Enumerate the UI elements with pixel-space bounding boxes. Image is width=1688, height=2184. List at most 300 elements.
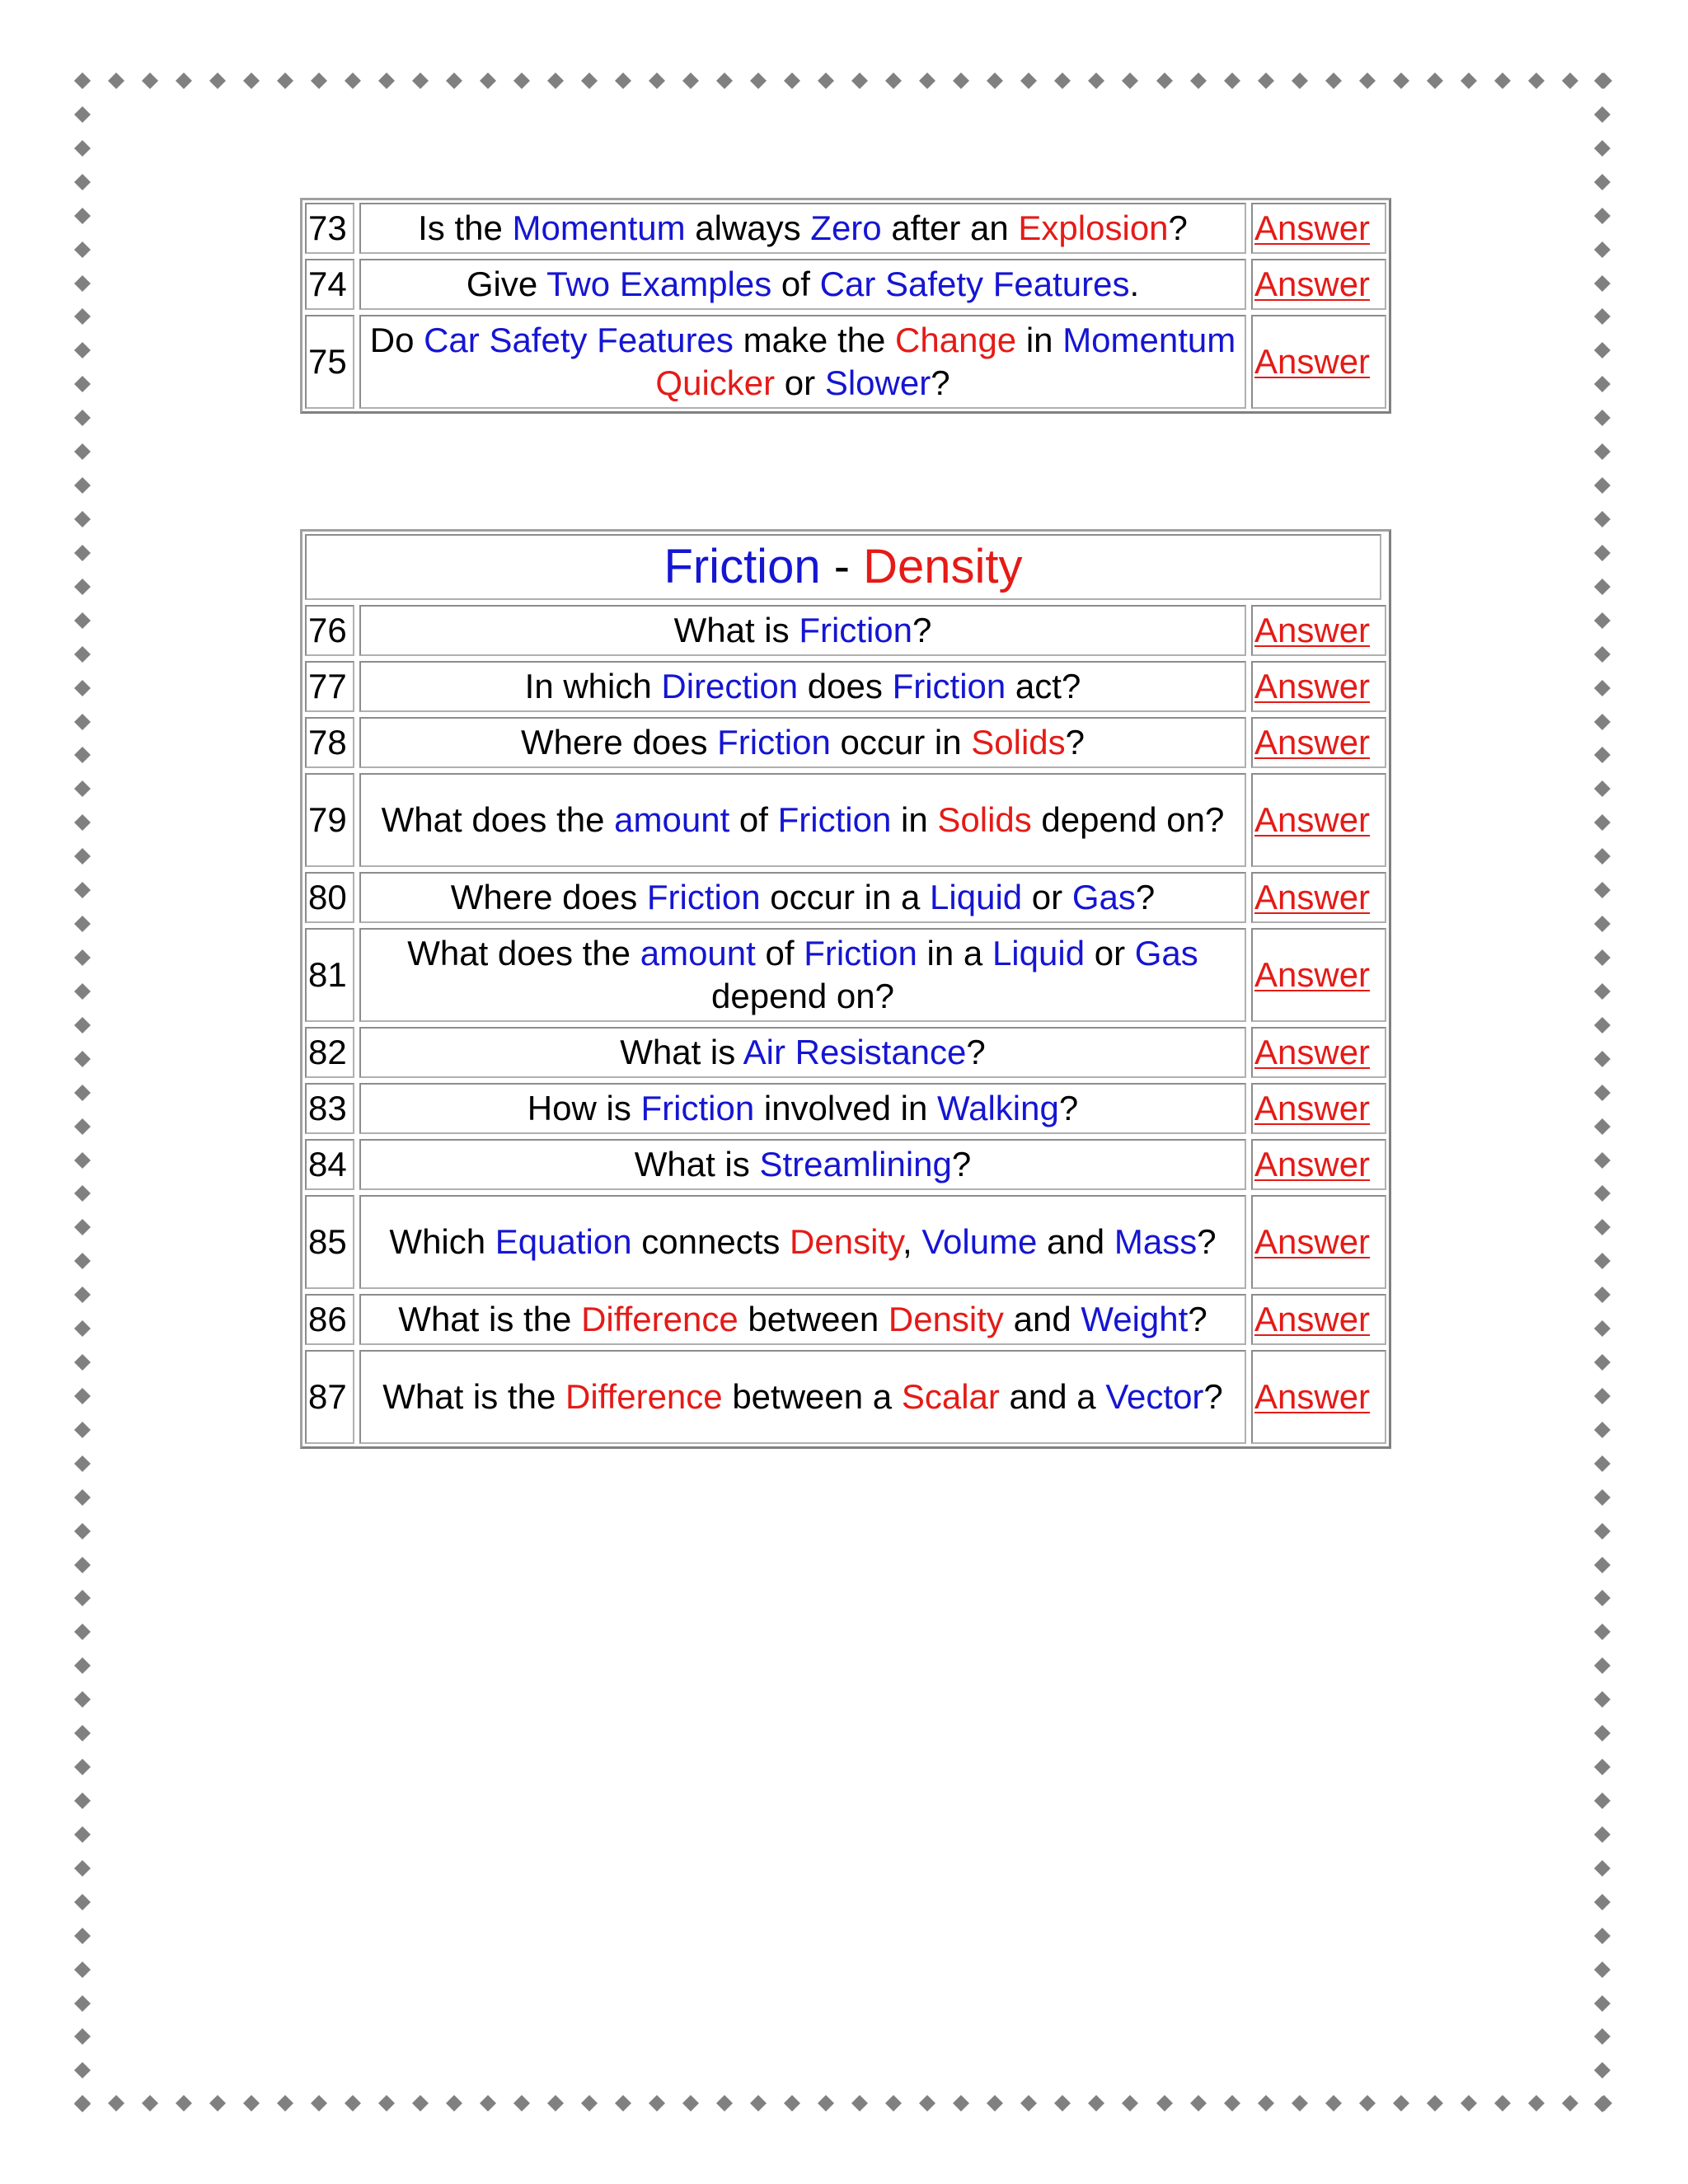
diamond-icon [1594, 2028, 1611, 2045]
question-number: 78 [305, 717, 354, 768]
diamond-icon [953, 2095, 969, 2111]
key-term-blue: Gas [1134, 934, 1198, 972]
answer-cell [1251, 1350, 1386, 1444]
question-fragment: ? [1197, 1222, 1217, 1261]
diamond-icon [1594, 1388, 1611, 1404]
diamond-icon [74, 241, 91, 258]
question-text [359, 605, 1246, 656]
question-fragment: What is [634, 1145, 760, 1183]
diamond-icon [716, 2095, 733, 2111]
diamond-icon [74, 1152, 91, 1169]
diamond-icon [74, 1017, 91, 1033]
diamond-icon [1594, 1219, 1611, 1235]
question-fragment: Where does [521, 723, 718, 762]
key-term-blue: Slower [824, 363, 931, 402]
diamond-icon [446, 73, 462, 89]
answer-link[interactable]: Answer [1254, 723, 1371, 762]
diamond-icon [412, 2095, 429, 2111]
question-text [359, 1083, 1246, 1134]
diamond-icon [987, 73, 1003, 89]
question-text [359, 928, 1246, 1022]
question-fragment: or [1085, 934, 1135, 972]
key-term-blue: Liquid [930, 878, 1023, 916]
question-fragment: ? [1058, 1089, 1079, 1127]
diamond-icon [1594, 1590, 1611, 1606]
question-text [359, 1139, 1246, 1190]
question-fragment: How is [527, 1089, 641, 1127]
answer-cell [1251, 928, 1386, 1022]
table-row [305, 661, 1386, 712]
diamond-icon [1528, 2095, 1545, 2111]
question-text-content [398, 1298, 1207, 1341]
diamond-icon [1393, 2095, 1409, 2111]
heading-separator: - [820, 540, 864, 593]
heading-part-friction: Friction [663, 540, 821, 593]
diamond-icon [953, 73, 969, 89]
diamond-icon [1122, 73, 1138, 89]
table-row [305, 605, 1386, 656]
question-text [359, 1294, 1246, 1345]
table-row [305, 203, 1386, 254]
border-bottom [74, 2095, 1612, 2113]
answer-link[interactable]: Answer [1254, 1222, 1371, 1261]
diamond-icon [1359, 73, 1376, 89]
question-text-content [451, 876, 1155, 919]
diamond-icon [1594, 1624, 1611, 1640]
diamond-icon [1224, 2095, 1240, 2111]
diamond-icon [1594, 646, 1611, 663]
diamond-icon [480, 73, 496, 89]
question-text-content [418, 207, 1188, 250]
answer-cell [1251, 1195, 1386, 1289]
question-text-content [382, 1376, 1223, 1418]
diamond-icon [74, 882, 91, 898]
diamond-icon [1562, 73, 1578, 89]
diamond-icon [1594, 511, 1611, 527]
answer-link[interactable]: Answer [1254, 265, 1371, 303]
question-text-content [368, 319, 1238, 405]
diamond-icon [1594, 916, 1611, 932]
diamond-icon [74, 443, 91, 460]
question-fragment: of [755, 934, 804, 972]
key-term-blue: Two Examples [546, 265, 772, 303]
key-term-blue: Vector [1105, 1377, 1204, 1416]
question-text [359, 1027, 1246, 1078]
answer-cell [1251, 605, 1386, 656]
diamond-icon [74, 1219, 91, 1235]
diamond-icon [74, 1759, 91, 1775]
diamond-icon [1562, 2095, 1578, 2111]
table-heading-row [305, 534, 1386, 600]
question-number: 83 [305, 1083, 354, 1134]
diamond-icon [74, 275, 91, 292]
diamond-icon [1594, 983, 1611, 1000]
diamond-icon [1461, 73, 1477, 89]
diamond-icon [1292, 73, 1308, 89]
answer-link[interactable]: Answer [1254, 800, 1371, 839]
diamond-icon [74, 714, 91, 730]
diamond-icon [74, 410, 91, 426]
table-row [305, 1083, 1386, 1134]
diamond-icon [74, 983, 91, 1000]
question-fragment: What is [620, 1033, 743, 1071]
question-fragment: in [1016, 321, 1063, 359]
diamond-icon [74, 376, 91, 392]
answer-cell [1251, 773, 1386, 867]
diamond-icon [74, 1826, 91, 1843]
diamond-icon [74, 2028, 91, 2045]
question-text-content [382, 799, 1225, 841]
diamond-icon [1292, 2095, 1308, 2111]
diamond-icon [885, 73, 902, 89]
diamond-icon [1594, 1759, 1611, 1775]
diamond-icon [74, 1523, 91, 1540]
question-number: 79 [305, 773, 354, 867]
question-fragment: and [1003, 1300, 1081, 1338]
key-term-red: Difference [581, 1300, 738, 1338]
diamond-icon [1020, 73, 1037, 89]
question-fragment: In which [524, 667, 662, 705]
key-term-blue: Streamlining [759, 1145, 952, 1183]
answer-link[interactable]: Answer [1254, 611, 1371, 649]
answer-link[interactable]: Answer [1254, 1145, 1371, 1183]
key-term-red: Quicker [655, 363, 776, 402]
diamond-icon [1427, 73, 1443, 89]
table-row [305, 872, 1386, 923]
diamond-icon [1594, 1017, 1611, 1033]
question-text-content [674, 609, 932, 652]
question-fragment: Do [369, 321, 424, 359]
question-text-content [635, 1143, 972, 1186]
diamond-icon [750, 2095, 767, 2111]
diamond-icon [1461, 2095, 1477, 2111]
diamond-icon [615, 73, 631, 89]
diamond-icon [1190, 2095, 1207, 2111]
key-term-blue: Momentum [512, 209, 686, 247]
question-number: 75 [305, 315, 354, 409]
diamond-icon [649, 73, 665, 89]
question-fragment: What is [673, 611, 799, 649]
diamond-icon [1594, 308, 1611, 325]
question-number: 77 [305, 661, 354, 712]
diamond-icon [1156, 73, 1173, 89]
question-text-content [620, 1031, 986, 1074]
key-term-red: Solids [971, 723, 1066, 762]
diamond-icon [1594, 1725, 1611, 1741]
diamond-icon [74, 814, 91, 831]
key-term-blue: Friction [646, 878, 761, 916]
question-fragment: Where does [450, 878, 647, 916]
question-number: 82 [305, 1027, 354, 1078]
table-heading [305, 534, 1381, 600]
diamond-icon [1594, 1085, 1611, 1101]
question-number: 74 [305, 259, 354, 310]
diamond-icon [1594, 579, 1611, 595]
diamond-icon [784, 2095, 800, 2111]
question-fragment: or [775, 363, 825, 402]
diamond-icon [74, 949, 91, 966]
diamond-icon [345, 2095, 361, 2111]
diamond-icon [1427, 2095, 1443, 2111]
diamond-icon [818, 73, 834, 89]
answer-cell [1251, 1083, 1386, 1134]
diamond-icon [1594, 1793, 1611, 1809]
question-text [359, 203, 1246, 254]
question-number: 86 [305, 1294, 354, 1345]
diamond-icon [311, 2095, 327, 2111]
key-term-red: Scalar [901, 1377, 1000, 1416]
diamond-icon [1594, 882, 1611, 898]
diamond-icon [1393, 73, 1409, 89]
table-row [305, 1294, 1386, 1345]
answer-link[interactable]: Answer [1254, 342, 1371, 381]
diamond-icon [682, 73, 699, 89]
question-fragment: occur in [830, 723, 972, 762]
answer-link[interactable]: Answer [1254, 1033, 1371, 1071]
diamond-icon [74, 511, 91, 527]
diamond-icon [1594, 1051, 1611, 1067]
question-fragment: and a [999, 1377, 1106, 1416]
diamond-icon [1594, 73, 1611, 89]
diamond-icon [1594, 241, 1611, 258]
question-fragment: Is the [418, 209, 513, 247]
diamond-icon [547, 73, 564, 89]
question-fragment: ? [1065, 723, 1085, 762]
diamond-icon [1594, 1253, 1611, 1269]
diamond-icon [243, 73, 260, 89]
question-number: 76 [305, 605, 354, 656]
diamond-icon [1594, 2096, 1611, 2112]
diamond-icon [277, 2095, 293, 2111]
diamond-icon [108, 73, 124, 89]
diamond-icon [1190, 73, 1207, 89]
answer-cell [1251, 872, 1386, 923]
diamond-icon [74, 1657, 91, 1674]
answer-cell [1251, 203, 1386, 254]
diamond-icon [987, 2095, 1003, 2111]
diamond-icon [1594, 1995, 1611, 2012]
diamond-icon [1594, 1826, 1611, 1843]
diamond-icon [74, 1691, 91, 1708]
diamond-icon [1325, 2095, 1342, 2111]
diamond-icon [1594, 780, 1611, 797]
question-fragment: . [1129, 265, 1140, 303]
border-left [74, 73, 92, 2113]
diamond-icon [74, 848, 91, 865]
diamond-icon [74, 1860, 91, 1877]
table-row [305, 1027, 1386, 1078]
diamond-icon [74, 1725, 91, 1741]
key-term-red: Solids [937, 800, 1032, 839]
diamond-icon [1594, 443, 1611, 460]
answer-cell [1251, 259, 1386, 310]
question-text-content [467, 263, 1139, 306]
diamond-icon [1594, 714, 1611, 730]
question-text [359, 717, 1246, 768]
diamond-icon [74, 680, 91, 696]
diamond-icon [682, 2095, 699, 2111]
answer-link[interactable]: Answer [1254, 1377, 1371, 1416]
diamond-icon [1594, 747, 1611, 763]
question-fragment: ? [1203, 1377, 1223, 1416]
diamond-icon [378, 73, 395, 89]
question-fragment: and [1037, 1222, 1114, 1261]
border-top [74, 73, 1612, 91]
diamond-icon [1088, 73, 1104, 89]
question-text-content [368, 932, 1238, 1018]
diamond-icon [74, 1185, 91, 1202]
diamond-icon [1594, 1118, 1611, 1135]
question-fragment: between a [722, 1377, 902, 1416]
question-number: 87 [305, 1350, 354, 1444]
diamond-icon [1020, 2095, 1037, 2111]
answer-link[interactable]: Answer [1254, 667, 1371, 705]
diamond-icon [851, 73, 868, 89]
diamond-icon [1594, 1455, 1611, 1472]
question-fragment: depend on? [1031, 800, 1225, 839]
question-fragment: connects [631, 1222, 790, 1261]
diamond-icon [1594, 1894, 1611, 1910]
table-row [305, 315, 1386, 409]
key-term-blue: Friction [777, 800, 892, 839]
diamond-icon [74, 612, 91, 629]
diamond-icon [784, 73, 800, 89]
diamond-icon [513, 73, 530, 89]
diamond-icon [649, 2095, 665, 2111]
diamond-icon [74, 208, 91, 224]
diamond-icon [74, 1085, 91, 1101]
question-fragment: ? [951, 1145, 972, 1183]
question-fragment: involved in [754, 1089, 937, 1127]
diamond-icon [513, 2095, 530, 2111]
answer-link[interactable]: Answer [1254, 955, 1371, 994]
key-term-blue: Car Safety Features [819, 265, 1130, 303]
diamond-icon [74, 73, 91, 89]
diamond-icon [1594, 848, 1611, 865]
questions-table-friction-density [300, 529, 1391, 1449]
diamond-icon [74, 342, 91, 359]
answer-cell [1251, 717, 1386, 768]
question-fragment: ? [966, 1033, 986, 1071]
question-number: 84 [305, 1139, 354, 1190]
diamond-icon [716, 73, 733, 89]
answer-link[interactable]: Answer [1254, 1089, 1371, 1127]
diamond-icon [1054, 73, 1071, 89]
diamond-icon [851, 2095, 868, 2111]
diamond-icon [1594, 680, 1611, 696]
diamond-icon [581, 2095, 598, 2111]
diamond-icon [74, 545, 91, 561]
question-fragment: or [1022, 878, 1072, 916]
diamond-icon [1594, 1657, 1611, 1674]
question-number: 80 [305, 872, 354, 923]
question-fragment: What is the [382, 1377, 565, 1416]
answer-link[interactable]: Answer [1254, 1300, 1371, 1338]
diamond-icon [277, 73, 293, 89]
answer-cell [1251, 315, 1386, 409]
diamond-icon [1594, 1691, 1611, 1708]
diamond-icon [1594, 814, 1611, 831]
diamond-icon [1528, 73, 1545, 89]
diamond-icon [74, 1961, 91, 1978]
diamond-icon [1494, 73, 1511, 89]
border-right [1594, 73, 1612, 2113]
diamond-icon [74, 916, 91, 932]
question-fragment: always [685, 209, 811, 247]
key-term-blue: Friction [892, 667, 1006, 705]
table-row [305, 717, 1386, 768]
question-text [359, 773, 1246, 867]
answer-link[interactable]: Answer [1254, 878, 1371, 916]
diamond-icon [1594, 1928, 1611, 1944]
diamond-icon [74, 747, 91, 763]
diamond-icon [74, 1354, 91, 1371]
key-term-blue: Friction [799, 611, 913, 649]
diamond-icon [74, 1286, 91, 1303]
question-text [359, 661, 1246, 712]
diamond-icon [74, 140, 91, 157]
question-fragment: Give [466, 265, 547, 303]
diamond-icon [345, 73, 361, 89]
table-row [305, 928, 1386, 1022]
diamond-icon [378, 2095, 395, 2111]
key-term-blue: amount [614, 800, 730, 839]
question-number: 81 [305, 928, 354, 1022]
key-term-blue: Mass [1114, 1222, 1198, 1261]
question-fragment: occur in a [760, 878, 931, 916]
question-fragment: of [729, 800, 778, 839]
diamond-icon [74, 1793, 91, 1809]
diamond-icon [74, 780, 91, 797]
diamond-icon [74, 1590, 91, 1606]
diamond-icon [74, 1624, 91, 1640]
diamond-icon [74, 1388, 91, 1404]
diamond-icon [1594, 140, 1611, 157]
answer-link[interactable]: Answer [1254, 209, 1371, 247]
diamond-icon [209, 73, 226, 89]
diamond-icon [1088, 2095, 1104, 2111]
diamond-icon [74, 1455, 91, 1472]
diamond-icon [108, 2095, 124, 2111]
diamond-icon [1224, 73, 1240, 89]
question-text-content [528, 1087, 1078, 1130]
diamond-icon [1156, 2095, 1173, 2111]
question-fragment: ? [1168, 209, 1188, 247]
heading-part-density: Density [863, 540, 1023, 593]
diamond-icon [1594, 1422, 1611, 1438]
diamond-icon [1122, 2095, 1138, 2111]
key-term-blue: Friction [640, 1089, 755, 1127]
diamond-icon [1594, 275, 1611, 292]
key-term-blue: Walking [937, 1089, 1059, 1127]
question-text [359, 1195, 1246, 1289]
diamond-icon [74, 174, 91, 190]
diamond-icon [919, 73, 935, 89]
diamond-icon [1494, 2095, 1511, 2111]
diamond-icon [1594, 2062, 1611, 2079]
question-text-content [521, 721, 1085, 764]
table-row [305, 1195, 1386, 1289]
diamond-icon [74, 1253, 91, 1269]
diamond-icon [142, 73, 158, 89]
question-text [359, 872, 1246, 923]
diamond-icon [1594, 1354, 1611, 1371]
diamond-icon [1594, 477, 1611, 494]
key-term-blue: Friction [804, 934, 917, 972]
diamond-icon [1594, 1152, 1611, 1169]
diamond-icon [74, 2096, 91, 2112]
diamond-icon [74, 1118, 91, 1135]
